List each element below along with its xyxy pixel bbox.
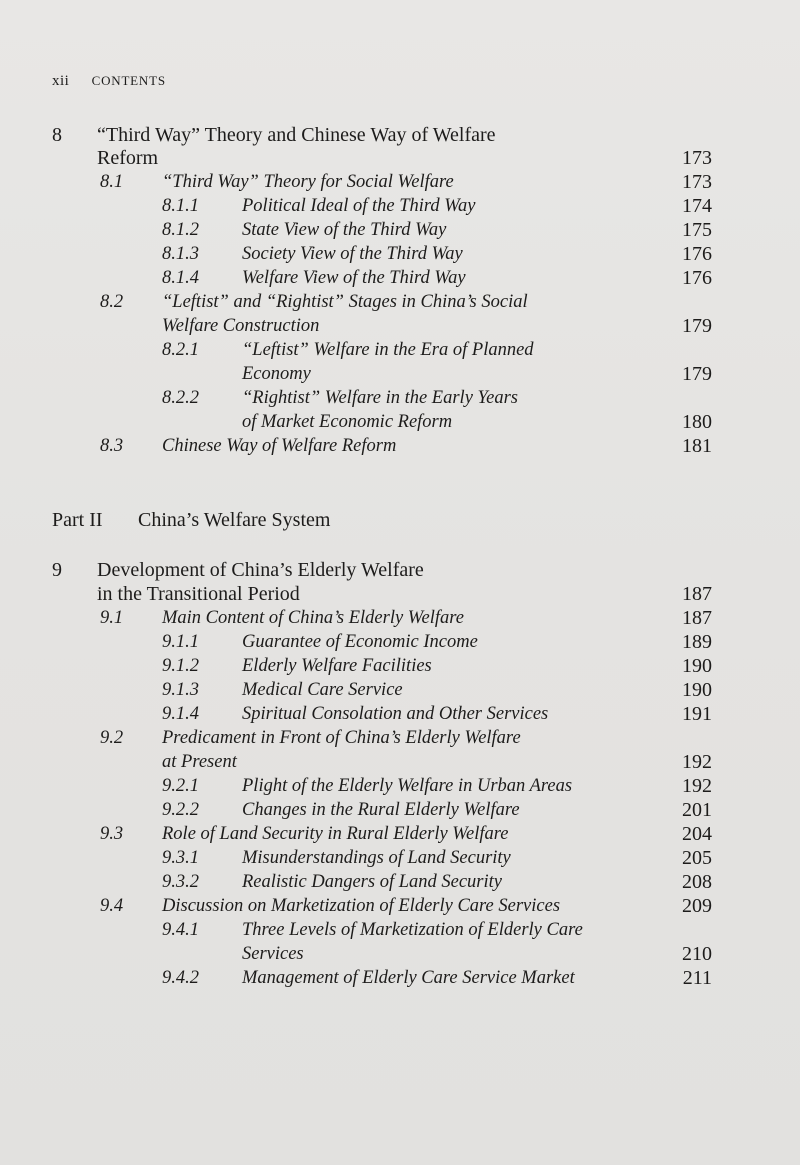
page-ref: 176 bbox=[682, 243, 712, 265]
chapter-number: 9 bbox=[52, 559, 62, 581]
page-ref: 180 bbox=[682, 411, 712, 433]
subsection-number: 8.1.1 bbox=[162, 196, 199, 216]
subsection-number: 8.1.3 bbox=[162, 244, 199, 264]
section-number: 9.2 bbox=[100, 728, 124, 748]
subsection-title: Welfare View of the Third Way bbox=[242, 268, 466, 288]
subsection-number: 9.2.1 bbox=[162, 776, 199, 796]
page-ref: 181 bbox=[682, 435, 712, 457]
subsection-title-cont: Economy bbox=[242, 364, 311, 384]
page-ref: 190 bbox=[682, 655, 712, 677]
page-ref: 189 bbox=[682, 631, 712, 653]
chapter-title-cont: Reform bbox=[97, 147, 159, 169]
running-title: CONTENTS bbox=[91, 73, 166, 88]
subsection-number: 9.1.3 bbox=[162, 680, 199, 700]
section-title: Main Content of China’s Elderly Welfare bbox=[162, 608, 464, 628]
part-title: China’s Welfare System bbox=[138, 509, 331, 531]
subsection-title: Spiritual Consolation and Other Services bbox=[242, 704, 549, 724]
page-ref: 173 bbox=[682, 171, 712, 193]
page-ref: 204 bbox=[682, 823, 712, 845]
section-number: 8.3 bbox=[100, 436, 124, 456]
section-title: Discussion on Marketization of Elderly Care Services bbox=[162, 896, 561, 916]
section-number: 9.4 bbox=[100, 896, 124, 916]
section-title: Predicament in Front of China’s Elderly Welfare bbox=[162, 728, 521, 748]
subsection-number: 9.2.2 bbox=[162, 800, 199, 820]
subsection-title: Changes in the Rural Elderly Welfare bbox=[242, 800, 520, 820]
section-title: Chinese Way of Welfare Reform bbox=[162, 436, 397, 456]
subsection-title: Management of Elderly Care Service Market bbox=[242, 968, 575, 988]
page-ref: 179 bbox=[682, 363, 712, 385]
page-ref: 179 bbox=[682, 315, 712, 337]
section-title-cont: at Present bbox=[162, 752, 237, 772]
page-ref: 176 bbox=[682, 267, 712, 289]
subsection-title: Political Ideal of the Third Way bbox=[242, 196, 476, 216]
page-ref: 175 bbox=[682, 219, 712, 241]
page-ref: 187 bbox=[682, 607, 712, 629]
subsection-title-cont: Services bbox=[242, 944, 304, 964]
page-ref: 192 bbox=[682, 775, 712, 797]
chapter-title: “Third Way” Theory and Chinese Way of Welfare bbox=[97, 124, 496, 146]
section-number: 8.1 bbox=[100, 172, 124, 192]
chapter-number: 8 bbox=[52, 124, 62, 146]
running-head bbox=[52, 73, 166, 90]
subsection-number: 8.1.4 bbox=[162, 268, 199, 288]
section-title: “Third Way” Theory for Social Welfare bbox=[162, 172, 454, 192]
page-ref: 205 bbox=[682, 847, 712, 869]
page-ref: 209 bbox=[682, 895, 712, 917]
subsection-number: 9.1.2 bbox=[162, 656, 199, 676]
page-ref: 211 bbox=[682, 967, 712, 989]
page-ref: 201 bbox=[682, 799, 712, 821]
subsection-title-cont: of Market Economic Reform bbox=[242, 412, 453, 432]
subsection-title: Three Levels of Marketization of Elderly Care bbox=[242, 920, 583, 940]
section-title-cont: Welfare Construction bbox=[162, 316, 320, 336]
subsection-number: 8.1.2 bbox=[162, 220, 199, 240]
subsection-number: 9.4.1 bbox=[162, 920, 199, 940]
chapter-title: Development of China’s Elderly Welfare bbox=[97, 559, 424, 581]
subsection-number: 9.4.2 bbox=[162, 968, 199, 988]
page-ref: 174 bbox=[682, 195, 712, 217]
section-number: 9.3 bbox=[100, 824, 124, 844]
subsection-title: “Rightist” Welfare in the Early Years bbox=[242, 388, 518, 408]
section-title: Role of Land Security in Rural Elderly Welfare bbox=[162, 824, 509, 844]
subsection-title: Realistic Dangers of Land Security bbox=[242, 872, 502, 892]
page-ref: 192 bbox=[682, 751, 712, 773]
page-ref: 208 bbox=[682, 871, 712, 893]
subsection-title: Elderly Welfare Facilities bbox=[242, 656, 432, 676]
subsection-title: Guarantee of Economic Income bbox=[242, 632, 478, 652]
subsection-title: Medical Care Service bbox=[242, 680, 403, 700]
subsection-number: 8.2.2 bbox=[162, 388, 199, 408]
section-number: 8.2 bbox=[100, 292, 124, 312]
section-number: 9.1 bbox=[100, 608, 124, 628]
page-ref: 210 bbox=[682, 943, 712, 965]
subsection-number: 9.1.4 bbox=[162, 704, 199, 724]
subsection-number: 9.3.1 bbox=[162, 848, 199, 868]
page-ref: 191 bbox=[682, 703, 712, 725]
subsection-number: 9.3.2 bbox=[162, 872, 199, 892]
subsection-title: Society View of the Third Way bbox=[242, 244, 463, 264]
subsection-title: “Leftist” Welfare in the Era of Planned bbox=[242, 340, 534, 360]
chapter-title-cont: in the Transitional Period bbox=[97, 583, 300, 605]
part-label: Part II bbox=[52, 509, 103, 531]
subsection-title: Misunderstandings of Land Security bbox=[242, 848, 511, 868]
page-number: xii bbox=[52, 73, 70, 89]
subsection-title: Plight of the Elderly Welfare in Urban Areas bbox=[242, 776, 573, 796]
page-ref: 173 bbox=[682, 147, 712, 169]
section-title: “Leftist” and “Rightist” Stages in China’s Social bbox=[162, 292, 528, 312]
page-ref: 190 bbox=[682, 679, 712, 701]
page-ref: 187 bbox=[682, 583, 712, 605]
subsection-number: 8.2.1 bbox=[162, 340, 199, 360]
subsection-number: 9.1.1 bbox=[162, 632, 199, 652]
subsection-title: State View of the Third Way bbox=[242, 220, 447, 240]
